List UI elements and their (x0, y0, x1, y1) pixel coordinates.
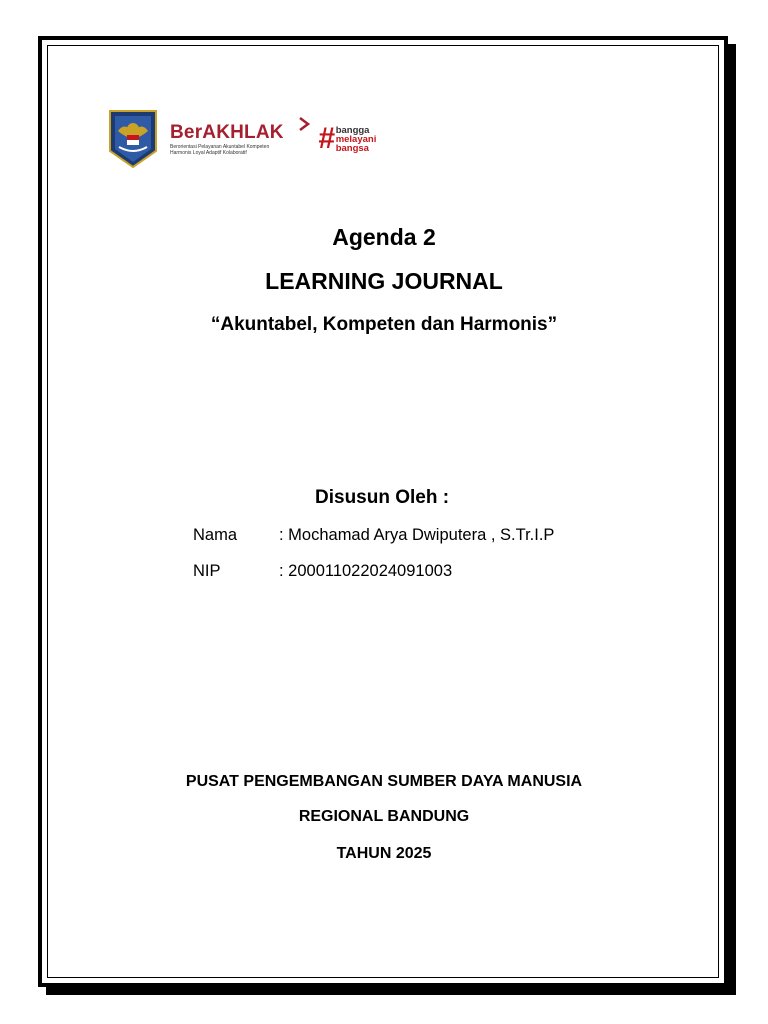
name-value: : Mochamad Arya Dwiputera , S.Tr.I.P (279, 526, 555, 544)
journal-title: LEARNING JOURNAL (265, 268, 503, 294)
berakhlak-tagline: Berorientasi Pelayanan Akuntabel Kompeten Harmonis Loyal Adaptif Kolaboratif (170, 143, 270, 156)
berakhlak-logo (170, 123, 300, 156)
name-label: Nama (193, 526, 238, 544)
hashtag-word-bangsa: bangsa (335, 142, 369, 154)
name-row (193, 526, 554, 545)
bangga-melayani-bangsa-logo (318, 124, 376, 154)
nip-label: NIP (193, 562, 221, 580)
logo-row (106, 104, 376, 174)
institution-name: PUSAT PENGEMBANGAN SUMBER DAYA MANUSIA (185, 773, 583, 790)
agenda-title: Agenda 2 (332, 224, 436, 250)
hashtag-icon: # (318, 122, 335, 155)
berakhlak-title: BerAKHLAK (170, 123, 300, 143)
theme-subtitle: “Akuntabel, Kompeten dan Harmonis” (210, 314, 558, 335)
hashtag-word-melayani: melayani (335, 133, 377, 145)
year-label: TAHUN 2025 (336, 845, 432, 862)
inner-rule (47, 45, 719, 978)
nip-row (193, 562, 452, 581)
garuda-emblem-icon (106, 107, 160, 171)
chevron-right-icon (298, 117, 310, 131)
nip-value: : 200011022024091003 (279, 562, 453, 580)
hashtag-word-bangga: bangga (335, 124, 370, 136)
author-heading: Disusun Oleh : (315, 487, 450, 508)
region-name: REGIONAL BANDUNG (298, 808, 470, 825)
